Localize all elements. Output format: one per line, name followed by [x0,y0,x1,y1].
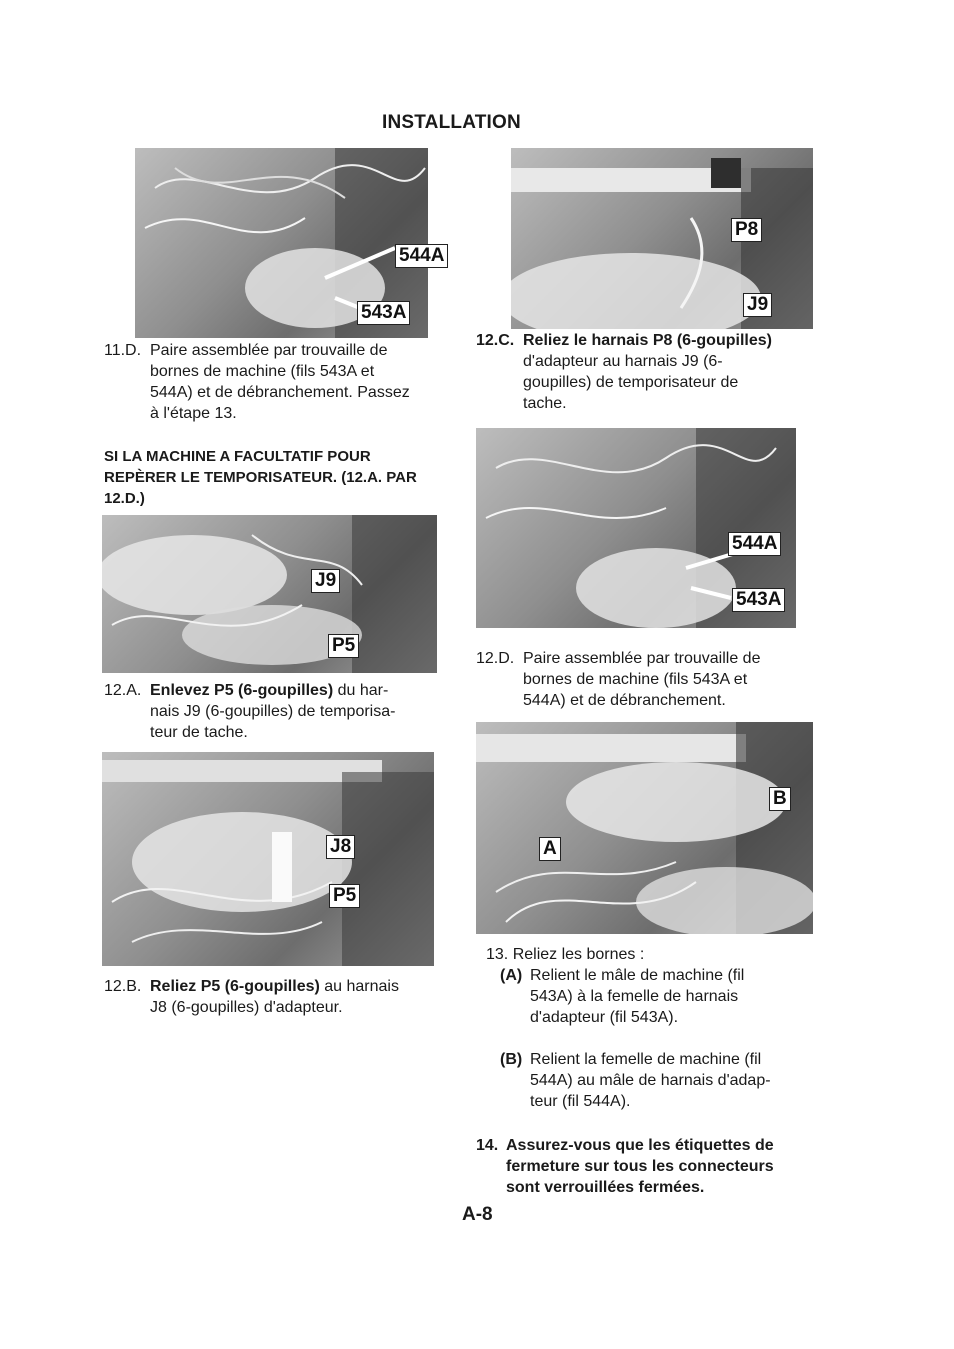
caption-line: fermeture sur tous les connecteurs [506,1158,774,1175]
photo-12a [102,515,437,673]
label-p8: P8 [731,218,762,242]
caption-12d [476,648,821,714]
caption-line: tache. [523,395,567,412]
label-p5: P5 [328,634,359,658]
page-number: A-8 [462,1204,493,1225]
page-title: INSTALLATION [382,112,521,133]
caption-12a [104,680,449,746]
caption-line: 544A) et de débranchement. Passez [150,384,410,401]
caption-intro: 13. Reliez les bornes : [486,946,645,963]
caption-line: Relient la femelle de machine (fil [530,1051,762,1068]
caption-line: 544A) et de débranchement. [523,692,726,709]
item-key-a: (A) [500,967,523,984]
label-j9: J9 [311,569,340,593]
caption-line: sont verrouillées fermées. [506,1179,705,1196]
label-544a: 544A [728,532,781,556]
label-543a: 543A [357,301,410,325]
caption-line: 543A) à la femelle de harnais [530,988,739,1005]
caption-line: à l'étape 13. [150,405,237,422]
step-number: 12.D. [476,650,515,667]
caption-line: goupilles) de temporisateur de [523,374,739,391]
item-key-b: (B) [500,1051,523,1068]
caption-13 [486,944,826,1116]
caption-11d [104,340,449,430]
heading-line: 12.D.) [104,490,145,507]
caption-text: du har- [333,682,389,699]
caption-line: bornes de machine (fils 543A et [150,363,375,380]
heading-line: SI LA MACHINE A FACULTATIF POUR [104,448,371,465]
caption-text: au harnais [319,978,399,995]
caption-14 [476,1135,821,1201]
caption-line: 544A) au mâle de harnais d'adap- [530,1072,771,1089]
caption-line: d'adapteur au harnais J9 (6- [523,353,723,370]
caption-line: J8 (6-goupilles) d'adapteur. [150,999,343,1016]
step-number: 12.B. [104,978,142,995]
caption-line: nais J9 (6-goupilles) de temporisa- [150,703,396,720]
caption-line: teur (fil 544A). [530,1093,631,1110]
label-j8: J8 [326,835,355,859]
caption-bold: Enlevez P5 (6-goupilles) [150,682,334,699]
step-number: 12.A. [104,682,142,699]
label-544a: 544A [395,244,448,268]
caption-bold: Reliez le harnais P8 (6-goupilles) [523,332,772,349]
label-543a: 543A [732,588,785,612]
caption-line: Paire assemblée par trouvaille de [150,342,388,359]
caption-line: bornes de machine (fils 543A et [523,671,748,688]
label-j9: J9 [743,293,772,317]
step-number: 11.D. [104,342,142,359]
section-heading-12 [104,446,449,509]
label-b: B [769,787,791,811]
heading-line: REPÈRER LE TEMPORISATEUR. (12.A. PAR [104,469,417,486]
label-a: A [539,837,561,861]
caption-bold: Reliez P5 (6-goupilles) [150,978,320,995]
step-number: 12.C. [476,332,515,349]
caption-line: teur de tache. [150,724,248,741]
caption-line: Relient le mâle de machine (fil [530,967,745,984]
photo-12b [102,752,434,966]
caption-line: Paire assemblée par trouvaille de [523,650,761,667]
caption-12c [476,330,821,416]
label-p5: P5 [329,884,360,908]
caption-line: Assurez-vous que les étiquettes de [506,1137,774,1154]
caption-12b [104,976,449,1020]
caption-line: d'adapteur (fil 543A). [530,1009,679,1026]
photo-13 [476,722,813,934]
step-number: 14. [476,1137,499,1154]
